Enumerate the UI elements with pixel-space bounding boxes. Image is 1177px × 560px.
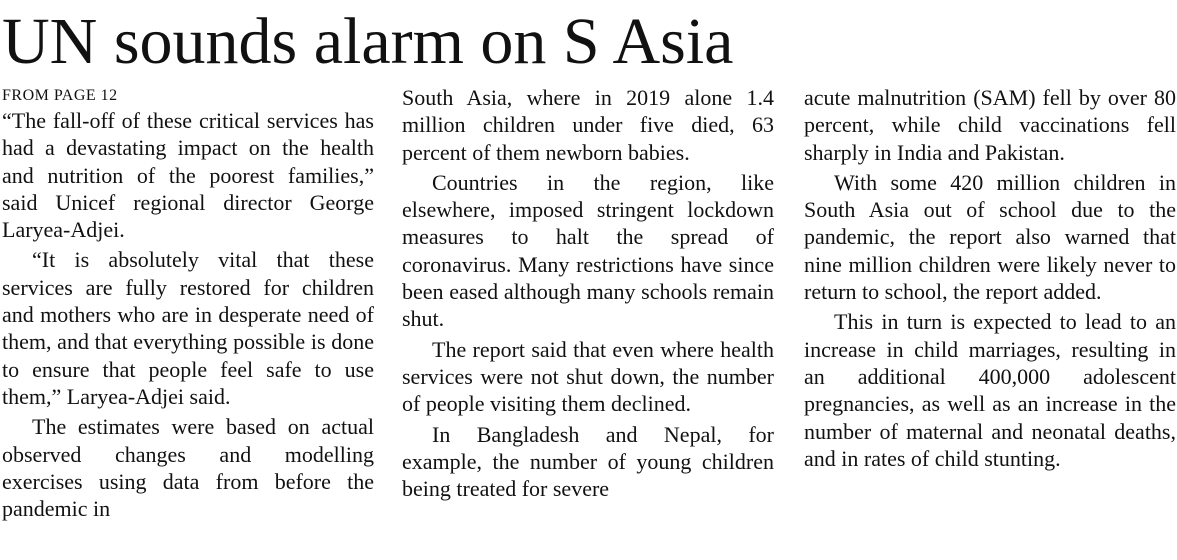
paragraph: South Asia, where in 2019 alone 1.4 million children under five died, 63 percent of them newborn babies.	[402, 85, 774, 165]
paragraph: This in turn is expected to lead to an increase in child marriages, resulting in an additional 400,000 adolescent pregnancies, as well as an increase in the number of maternal and neonatal deaths, and in rates of child stunting.	[804, 309, 1176, 471]
paragraph: The report said that even where health services were not shut down, the number of people visiting them declined.	[402, 336, 774, 417]
headline: UN sounds alarm on S Asia	[2, 5, 734, 78]
article-column-3	[804, 82, 1176, 558]
continuation-kicker: FROM PAGE 12	[2, 87, 118, 104]
paragraph: In Bangladesh and Nepal, for example, the number of young children being treated for severe	[402, 421, 774, 502]
paragraph: acute malnutrition (SAM) fell by over 80 percent, while child vaccinations fell sharply in India and Pakistan.	[804, 85, 1176, 165]
paragraph: The estimates were based on actual observed changes and modelling exercises using data from before the pandemic in	[2, 414, 374, 522]
article-column-1	[2, 82, 374, 558]
paragraph: “It is absolutely vital that these services are fully restored for children and mothers who are in desperate need of them, and that everything possible is done to ensure that people feel safe to use them,” Laryea-Adjei said.	[2, 247, 374, 409]
paragraph: “The fall-off of these critical services has had a devastating impact on the health and nutrition of the poorest families,” said Unicef regional director George Laryea-Adjei.	[2, 108, 374, 243]
paragraph: Countries in the region, like elsewhere, imposed stringent lockdown measures to halt the spread of coronavirus. Many restrictions have since been eased although many schools remain shut.	[402, 169, 774, 332]
paragraph: With some 420 million children in South Asia out of school due to the pandemic, the report also warned that nine million children were likely never to return to school, the report added.	[804, 169, 1176, 305]
article-column-2	[402, 82, 774, 558]
